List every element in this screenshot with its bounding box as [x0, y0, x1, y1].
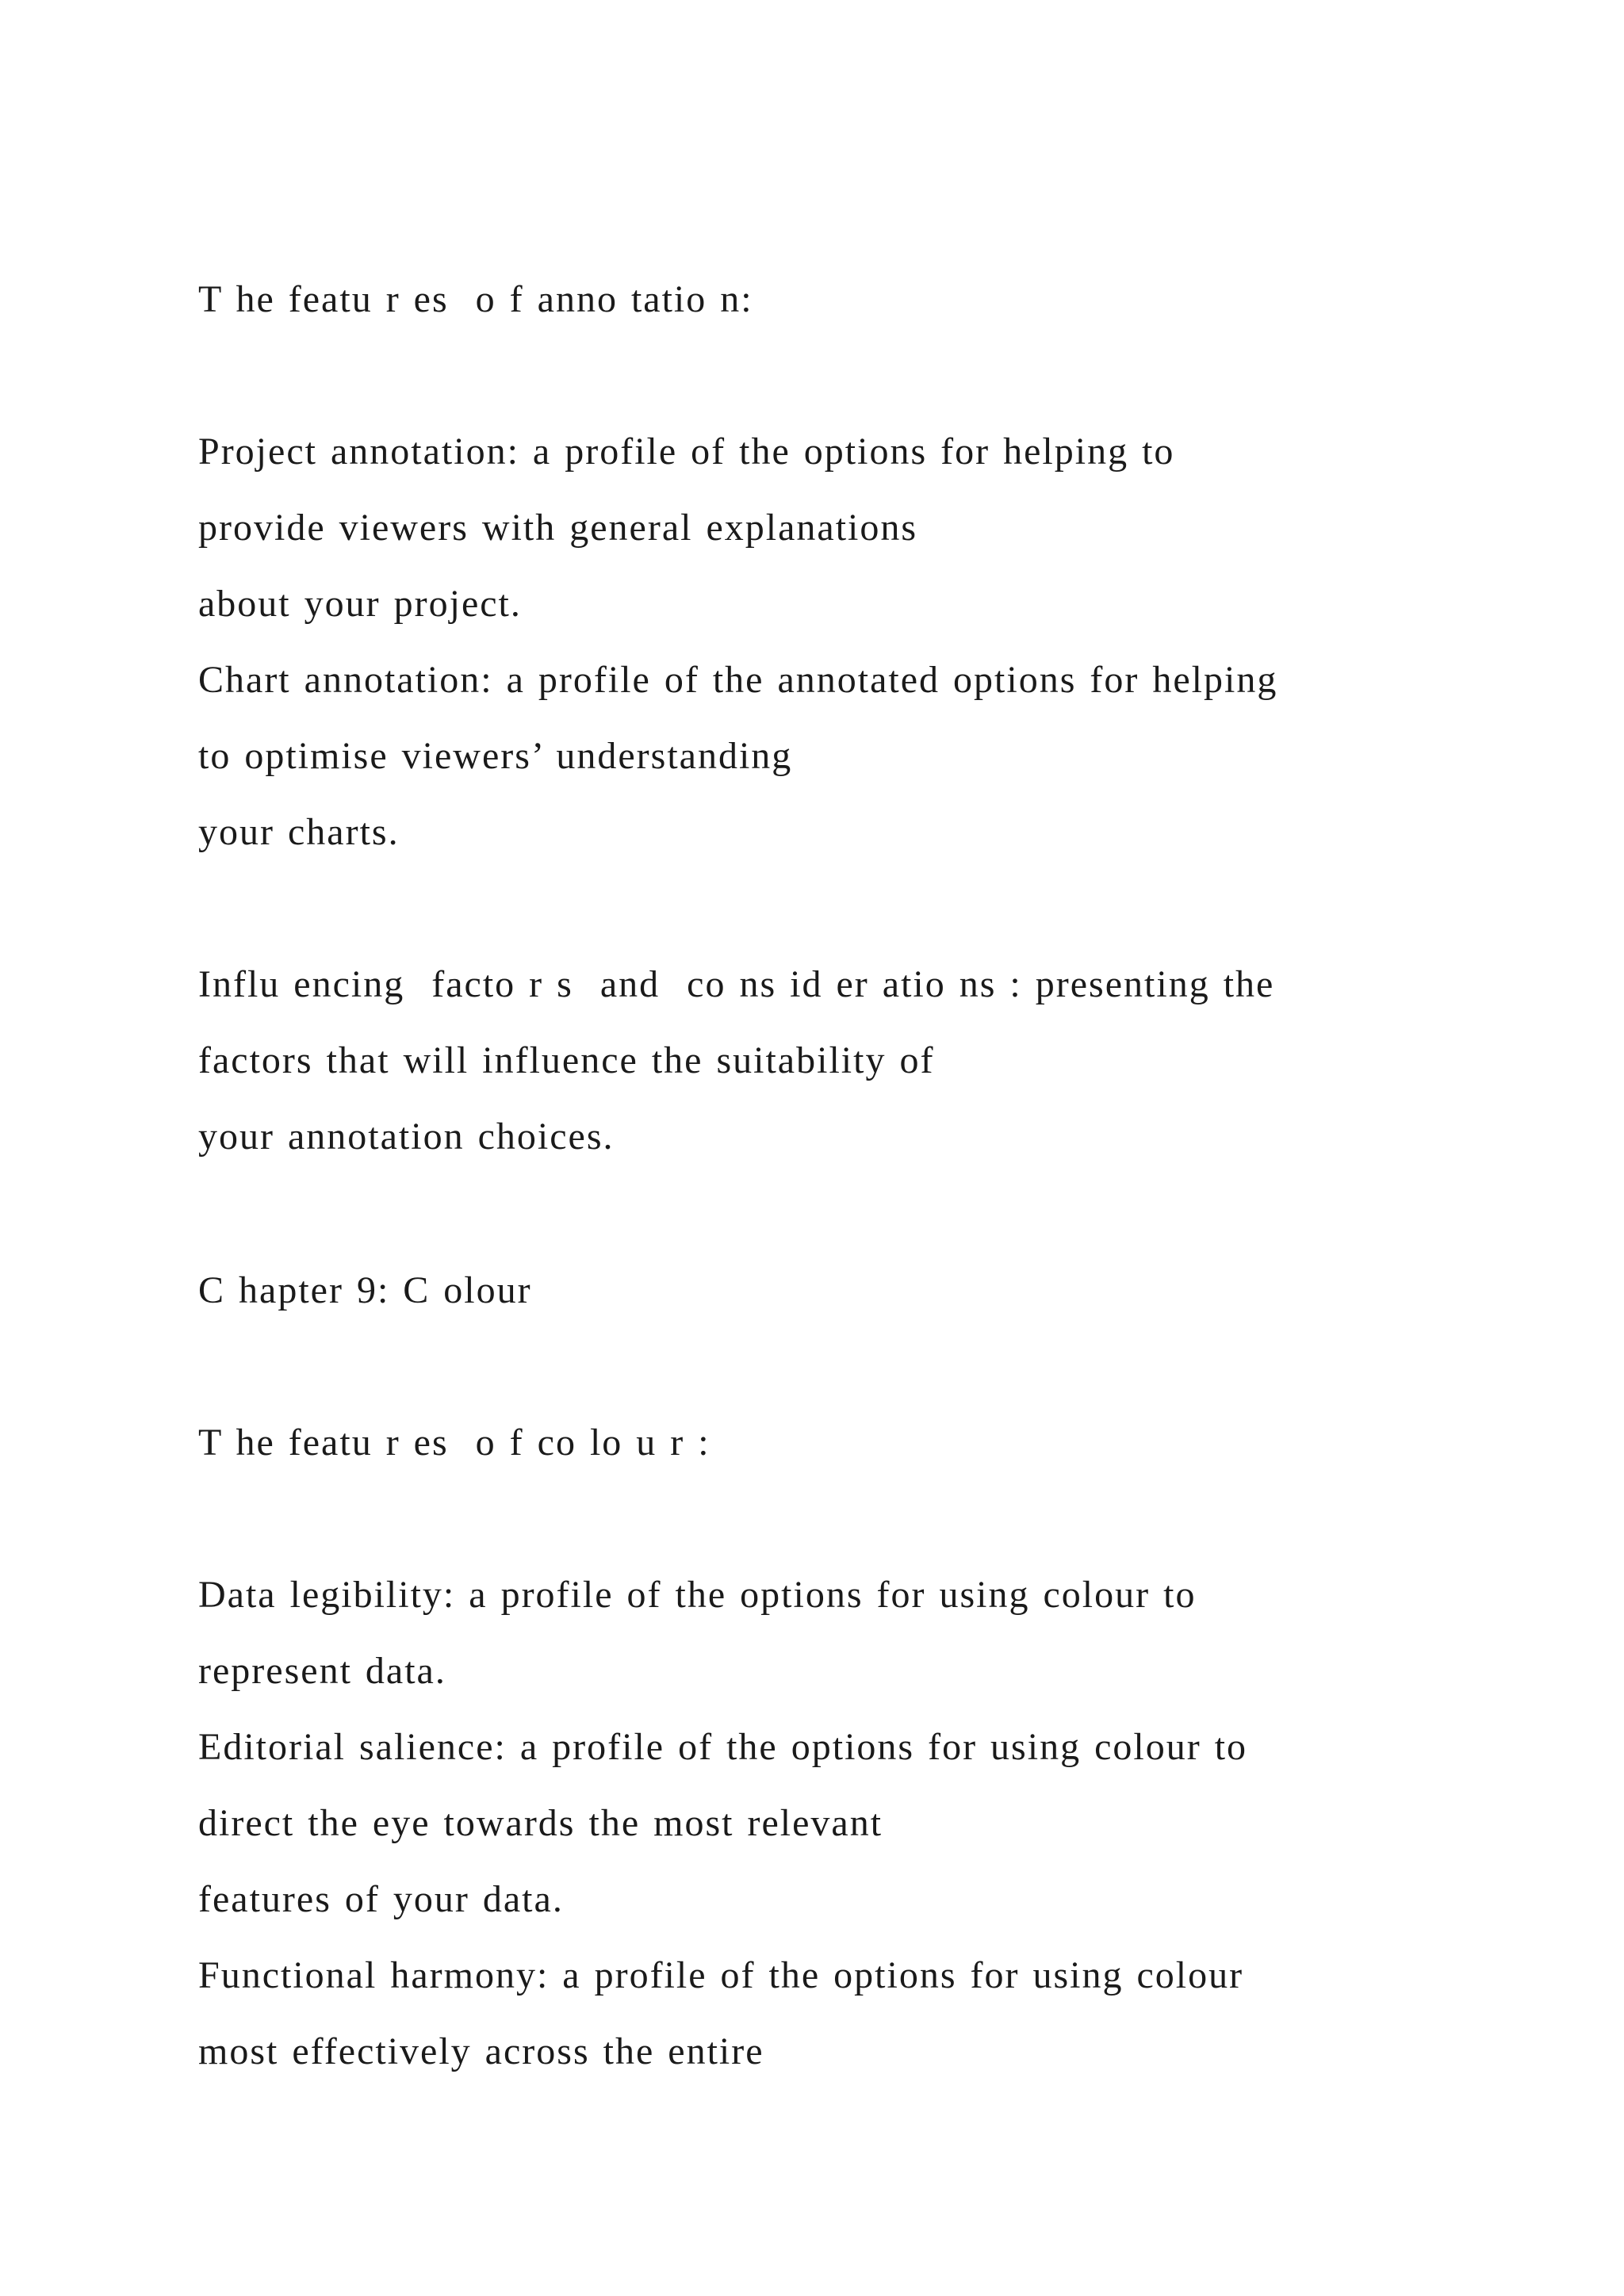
chart-annotation-line-3: your charts.	[198, 811, 400, 853]
influencing-factors-line-3: your annotation choices.	[198, 1115, 615, 1158]
editorial-salience-line-1: Editorial salience: a profile of the options for using colour to	[198, 1726, 1248, 1768]
functional-harmony-line-1: Functional harmony: a profile of the options for using colour	[198, 1954, 1244, 1996]
colour-features-heading: T he featu r es o f co lo u r :	[198, 1422, 710, 1464]
chapter-9-heading: C hapter 9: C olour	[198, 1269, 532, 1311]
functional-harmony-line-2: most effectively across the entire	[198, 2030, 764, 2072]
influencing-factors-line-2: factors that will influence the suitability of	[198, 1039, 935, 1081]
project-annotation-line-1: Project annotation: a profile of the options for helping to	[198, 430, 1175, 473]
influencing-factors-line-1: Influ encing facto r s and co ns id er atio ns : presenting the	[198, 963, 1275, 1005]
chart-annotation-line-2: to optimise viewers’ understanding	[198, 735, 793, 777]
project-annotation-line-2: provide viewers with general explanations	[198, 507, 918, 549]
project-annotation-line-3: about your project.	[198, 583, 522, 625]
editorial-salience-line-3: features of your data.	[198, 1878, 564, 1920]
editorial-salience-line-2: direct the eye towards the most relevant	[198, 1802, 883, 1844]
data-legibility-line-1: Data legibility: a profile of the options for using colour to	[198, 1574, 1197, 1616]
data-legibility-line-2: represent data.	[198, 1650, 446, 1692]
chart-annotation-line-1: Chart annotation: a profile of the annotated options for helping	[198, 659, 1278, 701]
annotation-features-heading: T he featu r es o f anno tatio n:	[198, 278, 753, 320]
